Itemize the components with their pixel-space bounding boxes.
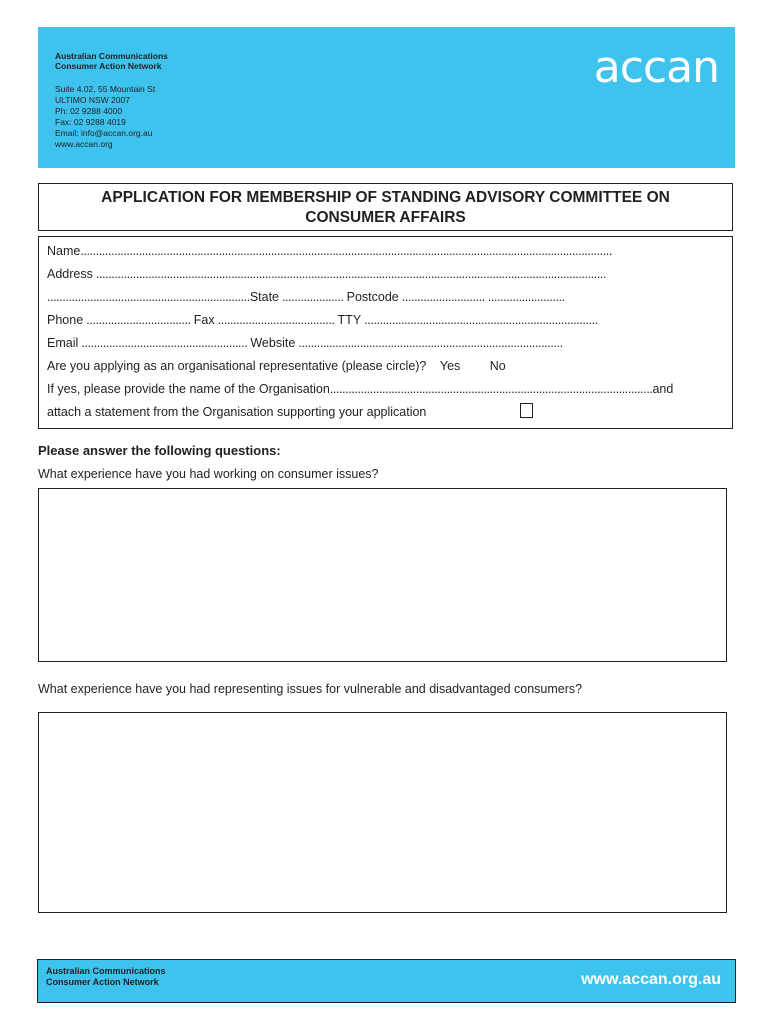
and-text: and: [652, 382, 674, 396]
name-label: Name: [47, 244, 81, 258]
address-label: Address: [47, 267, 93, 281]
email-label: Email: [47, 336, 79, 350]
answer-2-box[interactable]: [38, 712, 727, 913]
title-line1: APPLICATION FOR MEMBERSHIP OF STANDING ADVISORY COMMITTEE ON: [101, 189, 670, 206]
phone-number: Ph: 02 9288 4000: [55, 106, 123, 116]
answer-1-box[interactable]: [38, 488, 727, 662]
org-rep-row: [47, 359, 506, 373]
questions-heading: Please answer the following questions:: [38, 443, 281, 458]
title-line2: CONSUMER AFFAIRS: [305, 209, 466, 226]
yes-option[interactable]: Yes: [439, 359, 461, 373]
statement-attached-checkbox[interactable]: [520, 403, 533, 418]
name-row[interactable]: Name.............................................................................................................................................................................: [47, 244, 612, 258]
contact-details: [55, 84, 155, 150]
footer-url[interactable]: www.accan.org.au: [581, 971, 721, 988]
applicant-details: [38, 236, 733, 429]
fax-label: Fax: [193, 313, 215, 327]
email-website-row[interactable]: Email ...................................................... Website ......................................................................................: [47, 336, 563, 350]
accan-logo: accan: [593, 42, 719, 93]
postcode-label: Postcode: [346, 290, 399, 304]
website-label: Website: [250, 336, 296, 350]
question-2: What experience have you had representing issues for vulnerable and disadvantaged consumers?: [38, 682, 583, 696]
attach-row: [47, 405, 426, 419]
tty-label: TTY: [337, 313, 362, 327]
phone-fax-tty-row[interactable]: Phone .................................. Fax ...................................... TTY ............................................................................: [47, 313, 598, 327]
footer-org-line1: Australian Communications: [46, 966, 166, 976]
org-name-line2: Consumer Action Network: [55, 61, 162, 71]
footer-org-name: [46, 966, 166, 988]
form-title: [38, 183, 733, 231]
letterhead: [38, 27, 735, 168]
phone-label: Phone: [47, 313, 84, 327]
org-name: [55, 51, 168, 71]
footer: [37, 959, 736, 1003]
email-address: Email: info@accan.org.au: [55, 128, 153, 138]
no-option[interactable]: No: [489, 359, 506, 373]
org-name-row[interactable]: If yes, please provide the name of the Organisation.........................................................................................................and: [47, 382, 674, 396]
fax-number: Fax: 02 9288 4019: [55, 117, 126, 127]
website-address: www.accan.org: [55, 139, 113, 149]
org-name-prompt: If yes, please provide the name of the Organisation: [47, 382, 330, 396]
state-label: State: [249, 290, 279, 304]
state-postcode-row[interactable]: ..................................................................State .................... Postcode ........................... .........................: [47, 290, 565, 304]
footer-org-line2: Consumer Action Network: [46, 977, 159, 987]
org-rep-question: Are you applying as an organisational representative (please circle)?: [47, 359, 427, 373]
attach-statement: attach a statement from the Organisation supporting your application: [47, 405, 427, 419]
address-line1: Suite 4.02, 55 Mountain St: [55, 84, 156, 94]
address-line2: ULTIMO NSW 2007: [55, 95, 130, 105]
org-name-line1: Australian Communications: [55, 51, 168, 61]
question-1: What experience have you had working on consumer issues?: [38, 467, 379, 481]
address-row[interactable]: Address ......................................................................................................................................................................: [47, 267, 607, 281]
